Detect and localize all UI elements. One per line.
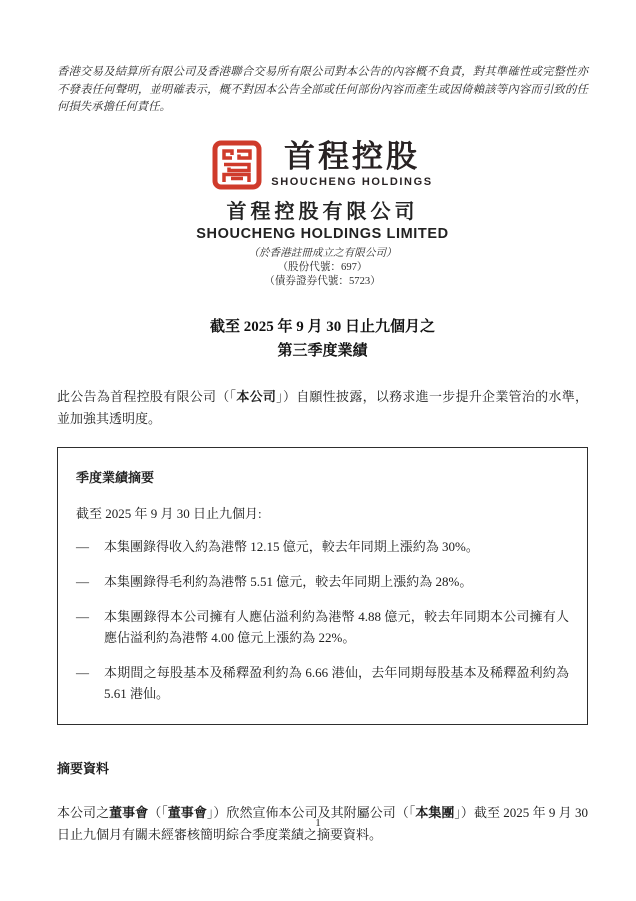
brand-text (271, 140, 432, 188)
summary-info-paragraph: 本公司之董事會（「董事會」）欣然宣佈本公司及其附屬公司（「本集團」）截至 2025 年 9 月 30 日止九個月有關未經審核簡明綜合季度業績之摘要資料。 (57, 805, 588, 843)
document-title (57, 315, 588, 363)
bullet-text: 本期間之每股基本及稀釋盈利約為 6.66 港仙，去年同期每股基本及稀釋盈利約為 5.61 港仙。 (104, 665, 569, 702)
intro-paragraph: 此公告為首程控股有限公司（「本公司」）自願性披露，以務求進一步提升企業管治的水準，並加強其透明度。 (57, 389, 588, 427)
bullet-dash: — (76, 574, 89, 590)
summary-bullet-revenue (76, 536, 569, 557)
document-title-line2: 第三季度業績 (277, 343, 368, 360)
exchange-disclaimer: 香港交易及結算所有限公司及香港聯合交易所有限公司對本公告的內容概不負責，對其準確性或完整性亦不發表任何聲明，並明確表示，概不對因本公告全部或任何部份內容而產生或因倚賴該等內容而引致的任何損失承擔任何責任。 (57, 66, 588, 114)
bond-code: （債券證券代號：5723） (264, 275, 381, 287)
company-seal-icon (212, 140, 262, 190)
bullet-text: 本集團錄得本公司擁有人應佔溢利約為港幣 4.88 億元，較去年同期本公司擁有人應佔溢利約為港幣 4.00 億元上漲約為 22%。 (104, 609, 569, 646)
brand-name-chinese: 首程控股 (283, 138, 420, 174)
brand-name-english: SHOUCHENG HOLDINGS (271, 175, 433, 188)
summary-box-heading: 季度業績摘要 (76, 470, 155, 486)
bullet-dash: — (76, 609, 89, 625)
stock-code: （股份代號：697） (277, 261, 368, 273)
summary-info-heading: 摘要資料 (57, 761, 110, 777)
bullet-text: 本集團錄得毛利約為港幣 5.51 億元，較去年同期上漲約為 28%。 (104, 574, 473, 590)
bullet-dash: — (76, 539, 89, 555)
summary-bullet-eps (76, 662, 569, 704)
summary-bullet-gross-profit (76, 571, 569, 592)
page-number: 1 (315, 817, 321, 829)
summary-box-subheading: 截至 2025 年 9 月 30 日止九個月: (76, 506, 262, 522)
incorporation-note: （於香港註冊成立之有限公司） (248, 247, 397, 259)
quarterly-summary-box (57, 447, 588, 725)
bullet-text: 本集團錄得收入約為港幣 12.15 億元，較去年同期上漲約為 30%。 (104, 539, 479, 555)
company-name-chinese: 首程控股有限公司 (226, 200, 419, 223)
company-name-english: SHOUCHENG HOLDINGS LIMITED (196, 225, 449, 242)
document-title-line1: 截至 2025 年 9 月 30 日止九個月之 (209, 319, 435, 336)
summary-bullet-profit-attributable (76, 606, 569, 648)
company-logo (57, 140, 588, 190)
bullet-dash: — (76, 665, 89, 681)
